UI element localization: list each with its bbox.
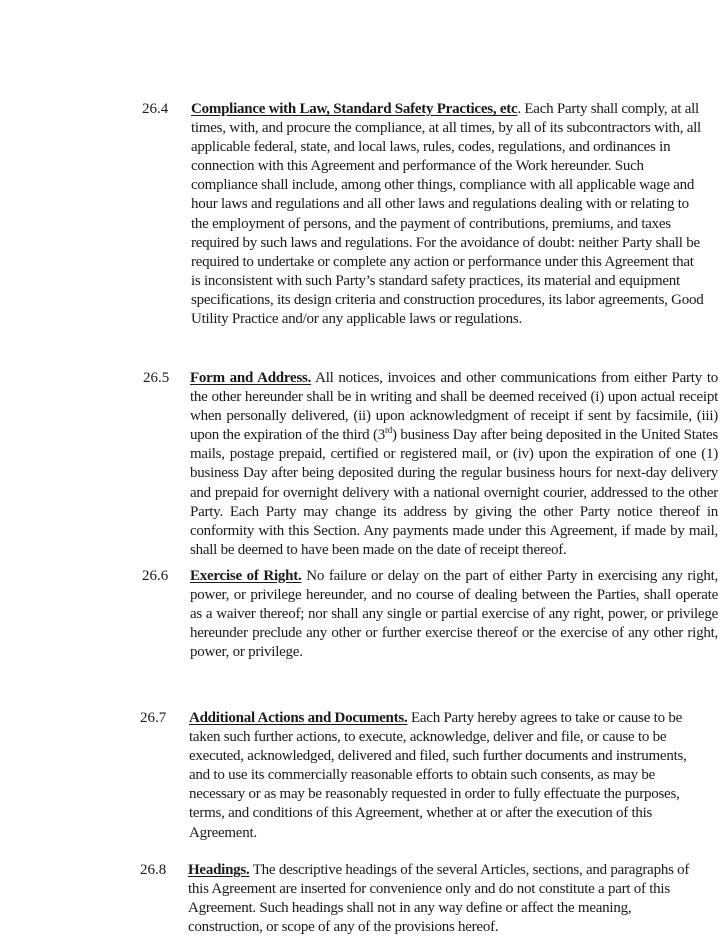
- section-heading: Compliance with Law, Standard Safety Practices, etc: [191, 101, 518, 117]
- section-number: 26.5: [143, 370, 170, 386]
- section-text: No failure or delay on the part of either Party in exercising any right, power, or privilege hereunder, and no course of dealing between the Parties, shall operate as a waiver thereof; nor shall any single or partial exercise of any right, power, or privilege hereunder preclude any other or further exercise thereof or the exercise of any other right, power, or privilege.: [190, 568, 718, 661]
- section-number: 26.4: [142, 101, 169, 117]
- section-body: [190, 369, 718, 560]
- section-number: 26.7: [140, 710, 167, 726]
- section-body: [188, 861, 708, 937]
- section-text: . Each Party shall comply, at all times, with, and procure the compliance, at all times, by all of its subcontractors with, all applicable federal, state, and local laws, rules, codes, regulations, and ordinances in connection with this Agreement and performance of the Work hereunder. Such compliance shall include, among other things, compliance with all applicable wage and hour laws and regulations and all other laws and regulations dealing with or relating to the employment of persons, and the payment of contributions, premiums, and taxes required by such laws and regulations. For the avoidance of doubt: neither Party shall be required to undertake or complete any action or performance under this Agreement that is inconsistent with such Party’s standard safety practices, its material and equipment specifications, its design criteria and construction procedures, its labor agreements, Good Utility Practice and/or any applicable laws or regulations.: [191, 101, 704, 328]
- section-heading: Form and Address.: [190, 370, 312, 386]
- section-heading: Exercise of Right.: [190, 568, 302, 584]
- section-body: [191, 100, 706, 329]
- section-text-continued: ) business Day after being deposited in the United States mails, postage prepaid, certified or registered mail, or (iv) upon the expiration of one (1) business Day after being deposited during the regular business hours for next-day delivery and prepaid for overnight delivery with a national overnight courier, addressed to the other Party. Each Party may change its address by giving the other Party notice thereof in conformity with this Section. Any payments made under this Agreement, if made by mail, shall be deemed to have been made on the date of receipt thereof.: [190, 427, 718, 558]
- ordinal-superscript: rd: [385, 425, 393, 436]
- section-text: Each Party hereby agrees to take or cause to be taken such further actions, to execute, acknowledge, deliver and file, or cause to be executed, acknowledged, delivered and filed, such further documents and instruments, and to use its commercially reasonable efforts to obtain such consents, as may be necessary or as may be reasonably requested in order to fully effectuate the purposes, terms, and conditions of this Agreement, whether at or after the execution of this Agreement.: [189, 710, 687, 841]
- section-body: [189, 709, 709, 843]
- section-heading: Headings.: [188, 862, 250, 878]
- section-number: 26.6: [142, 568, 169, 584]
- section-heading: Additional Actions and Documents.: [189, 710, 408, 726]
- section-number: 26.8: [140, 862, 167, 878]
- section-text: All notices, invoices and other communications from either Party to the other hereunder shall be in writing and shall be deemed received (i) upon actual receipt when personally delivered, (ii) upon acknowledgment of receipt if sent by facsimile, (iii) upon the expiration of the third (3: [190, 370, 718, 444]
- section-text: The descriptive headings of the several Articles, sections, and paragraphs of this Agreement are inserted for convenience only and do not constitute a part of this Agreement. Such headings shall not in any way define or affect the meaning, construction, or scope of any of the provisions hereof.: [188, 862, 690, 936]
- section-body: [190, 567, 718, 662]
